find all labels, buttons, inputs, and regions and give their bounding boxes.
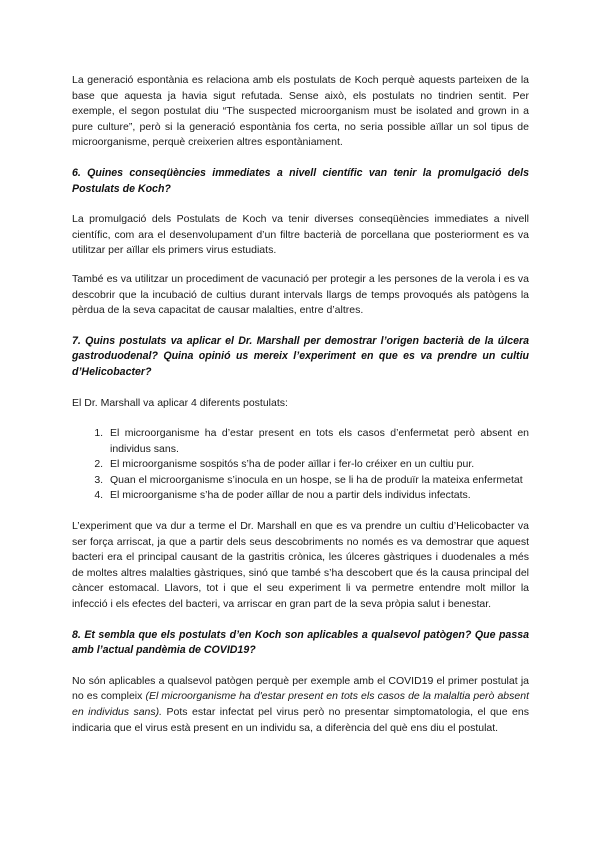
answer-8-paragraph xyxy=(72,674,529,736)
question-6-heading: 6. Quines conseqüències immediates a nivell científic van tenir la promulgació dels Postulats de Koch? xyxy=(72,166,529,195)
question-8-heading: 8. Et sembla que els postulats d’en Koch son aplicables a qualsevol patògen? Que passa amb l’actual pandèmia de COVID19? xyxy=(72,628,529,657)
list-item: 3. Quan el microorganisme s’inocula en un hospe, se li ha de produïr la mateixa enfermetat xyxy=(106,473,529,489)
answer-8-text-start: No són aplicables a qualsevol patògen perquè per exemple amb el COVID19 el primer postulat ja no es compleix xyxy=(72,674,529,703)
intro-paragraph: La generació espontània es relaciona amb els postulats de Koch perquè aquests parteixen de la base que aquesta ja havia sigut refutada. Sense això, els postulats no tindrien sentit. Per exemple, el segon postulat diu “The suspected microorganism must be isolated and grown in a pure culture”, però si la generació espontània fos certa, no seria possible aïllar un sol tipus de microorganisme, perquè creixerien altres espontàniament. xyxy=(72,74,529,149)
list-item: 1. El microorganisme ha d’estar present en tots els casos d’enfermetat però absent en individus sans. xyxy=(106,426,529,457)
list-item: 4. El microorganisme s’ha de poder aïllar de nou a partir dels individus infectats. xyxy=(106,488,529,504)
answer-6-paragraph-2: També es va utilitzar un procediment de vacunació per protegir a les persones de la verola i es va descobrir que la incubació de cultius durant intervals llargs de temps provoqués als patògens la pèrdua de la seva capacitat de causar malalties, entre d’altres. xyxy=(72,272,529,317)
answer-7-paragraph-2: L’experiment que va dur a terme el Dr. Marshall en que es va prendre un cultiu d’Helicobacter va ser força arriscat, ja que a partir dels seus descobriments no només es va demostrar que aquest bacteri era el principal causant de la gastritis crònica, les úlceres gàstriques i duodenales a més de moltes altres malalties gàstriques, sinó que també s’ha descobert que és la causa principal del càncer estomacal. Llavors, tot i que el seu experiment li va permetre entendre molt millor la infecció i els efectes del bacteri, va arriscar en gran part de la seva pròpia salut i benestar. xyxy=(72,520,529,611)
document-page xyxy=(72,73,529,736)
question-7-heading: 7. Quins postulats va aplicar el Dr. Marshall per demostrar l’origen bacterià de la úlcera gastroduodenal? Quina opinió us mereix l’experiment en que es va prendre un cultiu d’Helicobacter? xyxy=(72,334,529,378)
answer-6-paragraph-1: La promulgació dels Postulats de Koch va tenir diverses conseqüències immediates a nivell científic, com ara el desenvolupament d’un filtre bacterià de porcellana que posteriorment es va utilitzar per aïllar els primers virus estudiats. xyxy=(72,213,529,257)
list-item: 2. El microorganisme sospitós s’ha de poder aïllar i fer-lo créixer en un cultiu pur. xyxy=(106,457,529,473)
answer-8-text-end: Pots estar infectat pel virus però no presentar simptomatologia, el que ens indicaria que el virus està present en un individu sa, a diferència del què ens diu el postulat. xyxy=(72,706,529,734)
answer-7-intro: El Dr. Marshall va aplicar 4 diferents postulats: xyxy=(72,396,288,409)
answer-8-postulate-quote: (El microorganisme ha d'estar present en tots els casos de la malaltia però absent en individus sans). xyxy=(72,690,529,718)
postulates-list xyxy=(72,426,529,504)
